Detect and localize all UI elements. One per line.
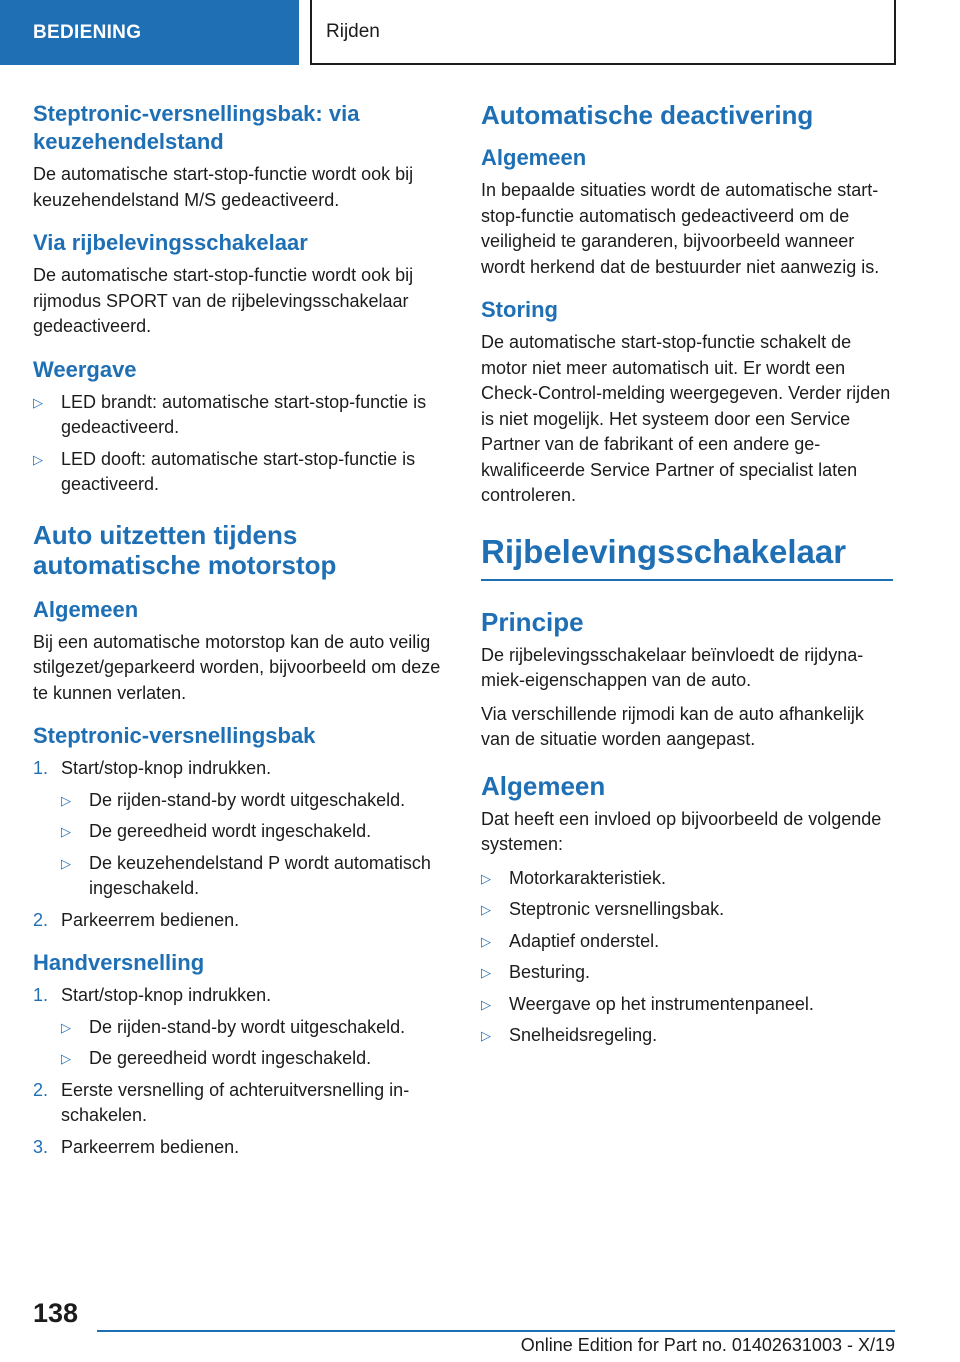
list-item: ▷ De rijden-stand-by wordt uitgeschakeld.	[61, 788, 445, 814]
section-tab	[0, 0, 299, 65]
triangle-bullet-icon: ▷	[33, 394, 43, 410]
bullet-list	[481, 866, 893, 1049]
list-item: ▷ Motorkarakteristiek.	[481, 866, 893, 892]
bullet-list	[33, 390, 445, 498]
heading-storing: Storing	[481, 297, 558, 322]
page-number: 138	[33, 1298, 79, 1328]
list-item: ▷ Steptronic versnellingsbak.	[481, 897, 893, 923]
sub-bullet-list	[61, 1015, 445, 1072]
list-item: ▷ Weergave op het instrumentenpaneel.	[481, 992, 893, 1018]
footer-divider	[97, 1330, 895, 1332]
paragraph: Bij een automatische motorstop kan de auto veilig stilgezet/geparkeerd worden, bijvoorbeeld om deze te kunnen verlaten.	[33, 631, 441, 703]
triangle-bullet-icon: ▷	[61, 855, 71, 871]
triangle-bullet-icon: ▷	[61, 824, 71, 839]
heading-algemeen: Algemeen	[33, 596, 139, 622]
sub-bullet-list	[61, 788, 445, 902]
paragraph: De rijbelevingsschakelaar beïnvloedt de rijdynamiek-eigenschappen van de auto.	[481, 644, 864, 690]
list-item: ▷ Adaptief onderstel.	[481, 929, 893, 955]
heading-rijbelevingsschakelaar: Via rijbelevingsschakelaar	[33, 230, 308, 255]
list-item: ▷ LED brandt: automatische start-stop-functie is gedeactiveerd.	[33, 391, 427, 437]
footer-edition: Online Edition for Part no. 01402631003 - X/19	[520, 1335, 895, 1355]
list-item: ▷ Snelheidsregeling.	[481, 1023, 893, 1049]
triangle-bullet-icon: ▷	[481, 965, 491, 980]
numbered-list	[33, 756, 445, 933]
chapter-label: Rijden	[326, 20, 380, 42]
paragraph: Dat heeft een invloed op bijvoorbeeld de volgende systemen:	[481, 808, 882, 854]
list-item: 3. Parkeerrem bedienen.	[33, 1135, 445, 1161]
list-item: 1. Start/stop-knop indrukken. ▷ De rijden-stand-by wordt uitgeschakeld. ▷ De gereedheid wordt ingeschakeld.	[33, 983, 445, 1072]
list-item: ▷ De gereedheid wordt ingeschakeld.	[61, 1046, 445, 1072]
chapter-heading-rijbelevingsschakelaar: Rijbelevingsschakelaar	[481, 531, 893, 581]
triangle-bullet-icon: ▷	[481, 870, 491, 886]
triangle-bullet-icon: ▷	[481, 1028, 491, 1043]
heading-weergave: Weergave	[33, 356, 137, 382]
heading-steptronic-keuzehendel: Steptronic-versnellingsbak: via keuzehendelstand	[33, 101, 360, 154]
heading-algemeen: Algemeen	[481, 770, 606, 801]
list-item: 1. Start/stop-knop indrukken. ▷ De rijden-stand-by wordt uitgeschakeld. ▷ De gereedheid wordt ingeschakeld. ▷ De keuzehendelstand P wordt automatisch ingeschakeld.	[33, 756, 445, 902]
paragraph: In bepaalde situaties wordt de automatische start-stop-functie automatisch gedeactiveerd om de veiligheid te garanderen, bijvoorbeeld wanneer wordt herkend dat de bestuurder niet aanwezig is.	[481, 180, 880, 277]
triangle-bullet-icon: ▷	[61, 1019, 71, 1035]
step-number: 2.	[33, 1079, 49, 1100]
list-item: ▷ De keuzehendelstand P wordt automatisch ingeschakeld.	[61, 852, 431, 898]
paragraph: De automatische start-stop-functie wordt ook bij rijmodus SPORT van de rijbelevingsschakelaar gedeactiveerd.	[33, 265, 414, 336]
paragraph: Via verschillende rijmodi kan de auto afhankelijk van de situatie worden aangepast.	[481, 703, 864, 749]
paragraph: De automatische start-stop-functie schakelt de motor niet meer automatisch uit. Er wordt een Check-Control-melding weergegeven. Verder rijden is niet mogelijk. Het systeem door een Service Partner van de fabrikant of een andere gekwalificeerde Service Partner of specialist laten controleren.	[481, 332, 891, 505]
triangle-bullet-icon: ▷	[61, 1051, 71, 1066]
triangle-bullet-icon: ▷	[61, 792, 71, 808]
list-item: 2. Parkeerrem bedienen.	[33, 908, 445, 934]
triangle-bullet-icon: ▷	[33, 451, 43, 467]
step-number: 1.	[33, 758, 49, 778]
numbered-list	[33, 983, 445, 1160]
heading-handversnelling: Handversnelling	[33, 950, 205, 975]
heading-principe: Principe	[481, 606, 584, 637]
paragraph: De automatische start-stop-functie wordt ook bij keuzehendelstand M/S gedeactiveerd.	[33, 164, 414, 210]
heading-steptronic: Steptronic-versnellingsbak	[33, 723, 316, 748]
list-item: ▷ Besturing.	[481, 960, 893, 986]
left-column	[33, 100, 445, 1166]
step-number: 3.	[33, 1136, 49, 1157]
triangle-bullet-icon: ▷	[481, 902, 491, 917]
list-item: ▷ De gereedheid wordt ingeschakeld.	[61, 819, 445, 845]
heading-automatische-deactivering: Automatische deactivering	[481, 100, 814, 130]
list-item: ▷ LED dooft: automatische start-stop-functie is geactiveerd.	[33, 448, 416, 494]
triangle-bullet-icon: ▷	[481, 933, 491, 949]
chapter-header	[310, 0, 896, 65]
heading-algemeen: Algemeen	[481, 145, 587, 170]
triangle-bullet-icon: ▷	[481, 996, 491, 1012]
list-item: ▷ De rijden-stand-by wordt uitgeschakeld.	[61, 1015, 445, 1041]
heading-auto-uitzetten: Auto uitzetten tijdens automatische motorstop	[33, 519, 337, 580]
step-number: 2.	[33, 909, 49, 930]
list-item: 2. Eerste versnelling of achteruitversnelling inschakelen.	[33, 1079, 410, 1125]
step-number: 1.	[33, 985, 49, 1005]
right-column	[481, 100, 893, 1055]
section-label: BEDIENING	[33, 21, 142, 43]
